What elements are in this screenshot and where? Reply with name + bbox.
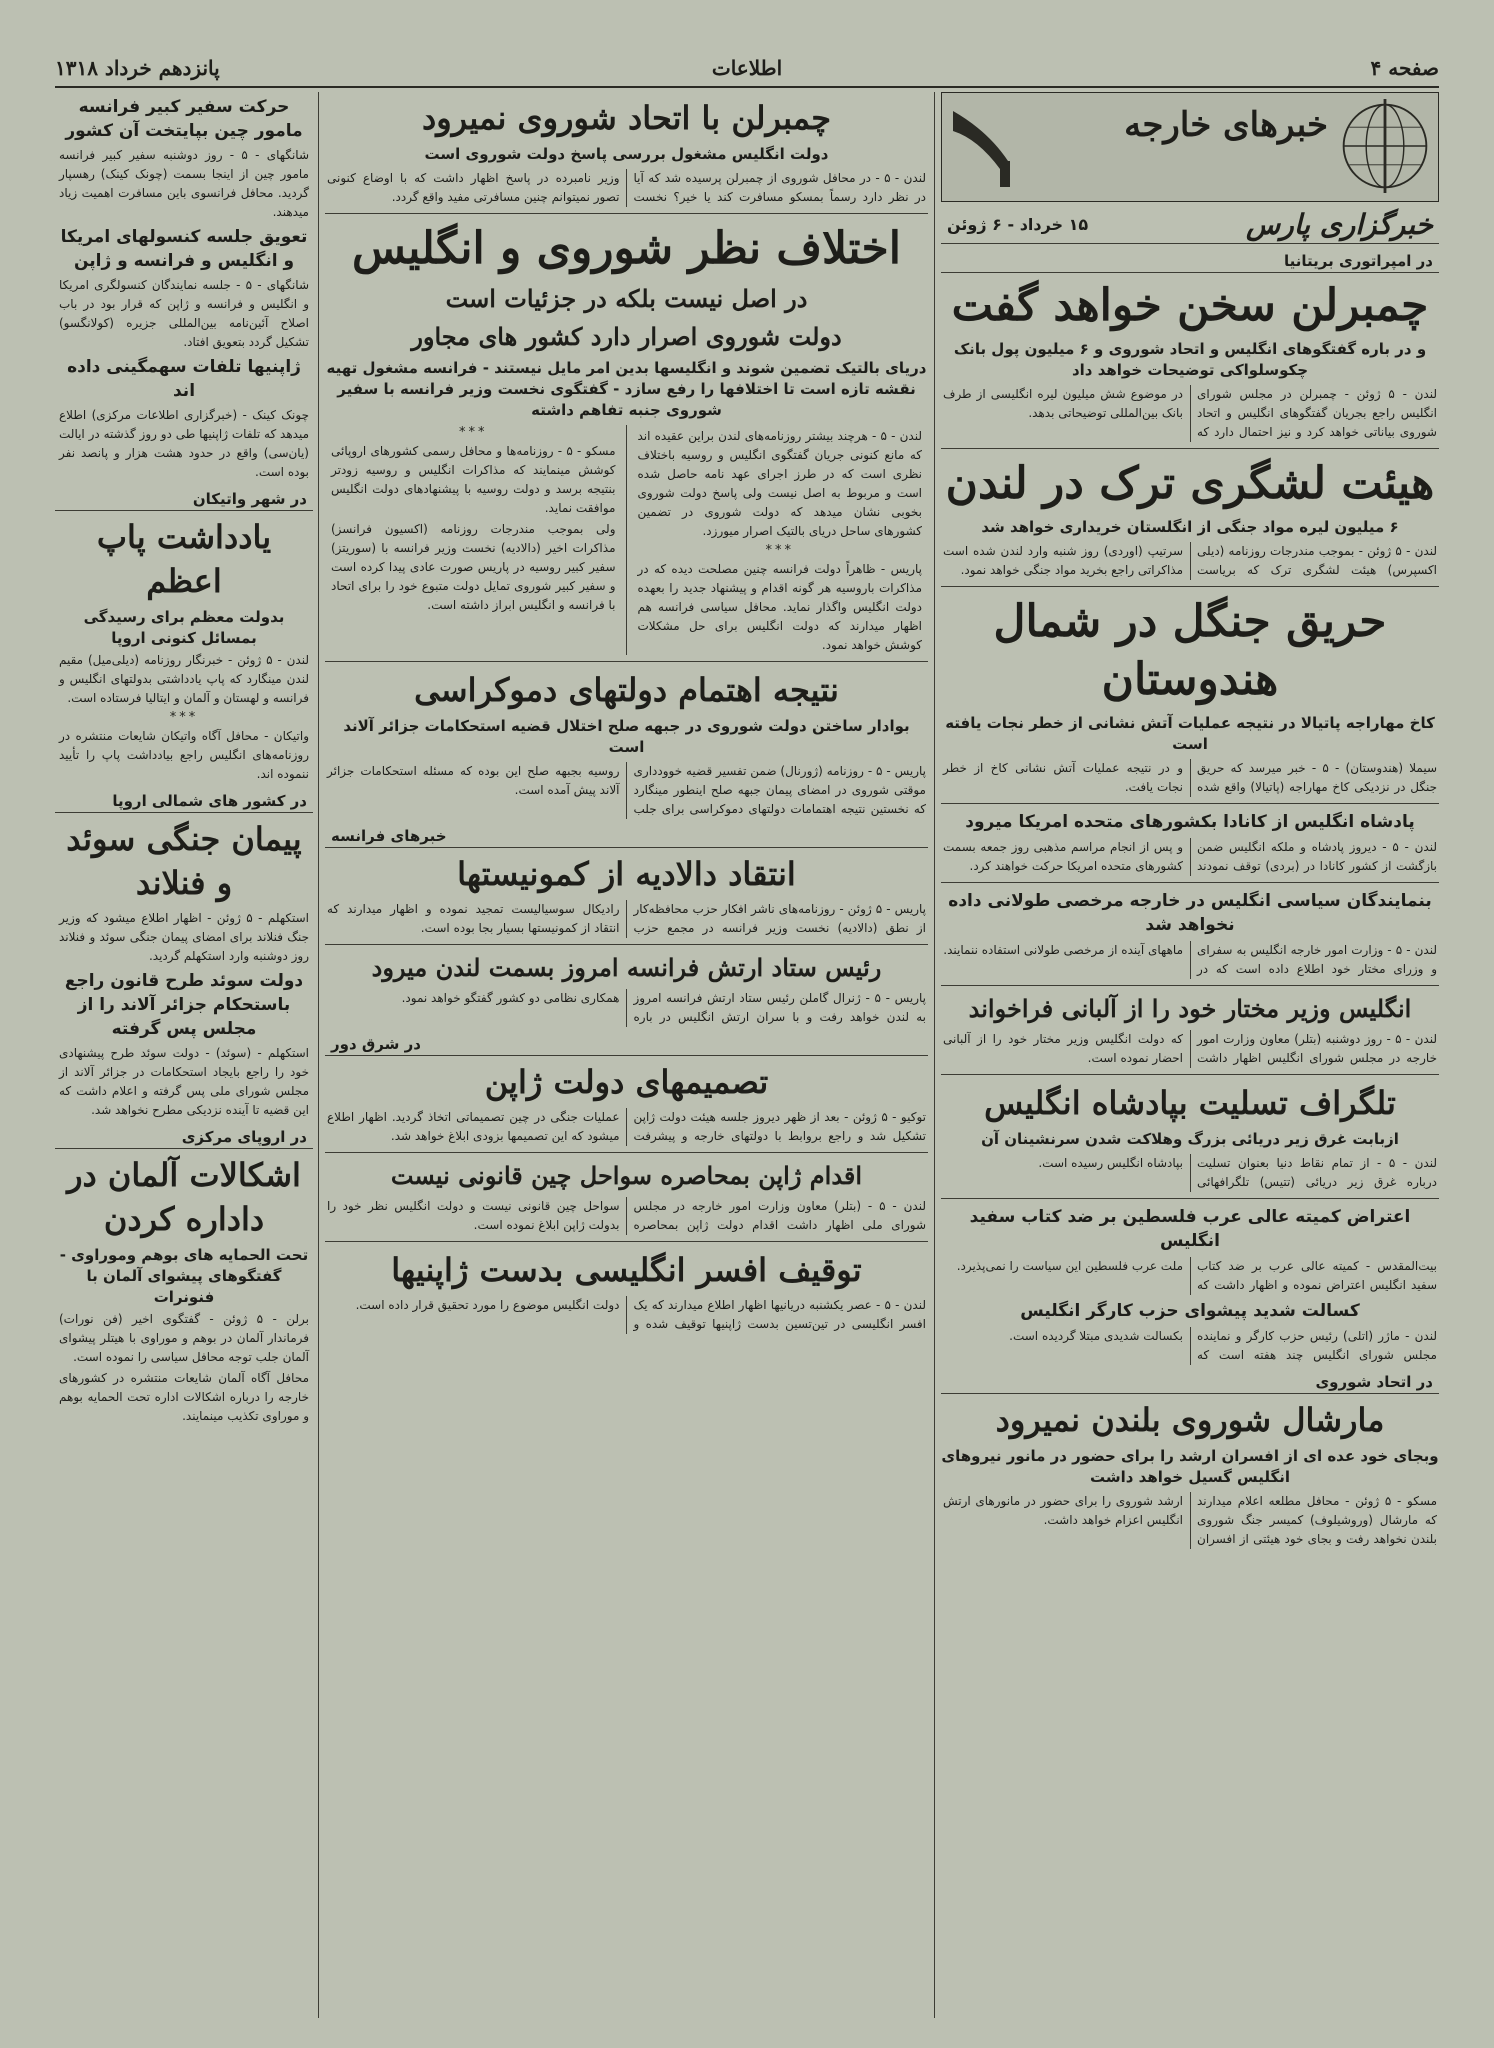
consuls-meeting-headline: تعویق جلسه کنسولهای امریکا و انگلیس و فرانسه و ژاپن xyxy=(60,227,308,271)
india-fire-subheadline: کاخ مهاراجه پاتیالا در نتیجه عملیات آتش نشانی از خطر نجات یافته است xyxy=(945,714,1435,753)
soviet-british-sub3: دریای بالتیک تضمین شوند و انگلیسها بدین امر مایل نیستند - فرانسه مشغول تهیه نقشه تازه است تا اختلافها را رفع سازد - گفتگوی نخست وزیر فرانسه با سفیر شوروی جنبه تفاهم داشته xyxy=(326,359,927,419)
germany-difficulties-body2: محافل آگاه آلمان شایعات منتشره در کشورهای خارجه را درباره اشکالات اداره تحت الحمایه بوهم و موراوی تکذیب مینمایند. xyxy=(59,1371,309,1423)
divider xyxy=(325,213,928,214)
condolence-body: لندن - ۵ - از تمام نقاط دنیا بعنوان تسلیت درباره غرق زیر دریائی (تتیس) تلگرافهائی بپادشاه انگلیس رسیده است. xyxy=(1038,1156,1437,1189)
soviet-british-columns xyxy=(327,425,926,655)
agency-date: ۱۵ خرداد - ۶ ژوئن xyxy=(947,215,1089,234)
marshal-subheadline: وبجای خود عده ای از افسران ارشد را برای حضور در مانور نیروهای انگلیس گسیل خواهد داشت xyxy=(941,1447,1439,1486)
turkish-mission-body: لندن - ۵ ژوئن - بموجب مندرجات روزنامه (دیلی اکسپرس) هیئت لشگری ترک که بریاست سرتیپ (اوردی) روز شنبه وارد لندن شده است مذاکراتی راجع بخرید مواد جنگی خواهد نمود. xyxy=(943,544,1437,577)
consuls-meeting-body: شانگهای - ۵ - جلسه نمایندگان کنسولگری امریکا و انگلیس و فرانسه و ژاپن که قرار بود در باب اصلاح آئین‌نامه بین‌المللی جزیره (کولانگسو) تشکیل گردد بتعویق افتاد. xyxy=(59,278,310,349)
japan-decisions-headline: تصمیمهای دولت ژاپن xyxy=(484,1063,769,1101)
column-rule xyxy=(318,92,319,2018)
issue-date: پانزدهم خرداد ۱۳۱۸ xyxy=(55,56,220,80)
india-fire-headline: حریق جنگل در شمال هندوستان xyxy=(993,596,1387,705)
divider xyxy=(325,944,928,945)
soviet-british-body4: ولی بموجب مندرجات روزنامه (اکسیون فرانسز) مذاکرات اخیر (دالادیه) نخست وزیر فرانسه با (سوریتز) سفیر کبیر روسیه در پاریس صورت عادی پیدا کرده است و سفیر کبیر شوروی تمایل دولت متبوع خود را برای اتحاد با فرانسه و انگلیس ابراز داشته است. xyxy=(331,522,616,612)
divider xyxy=(325,1152,928,1153)
turkish-mission-headline: هیئت لشگری ترک در لندن xyxy=(945,458,1435,509)
daladier-body: پاریس - ۵ ژوئن - روزنامه‌های ناشر افکار حزب محافظه‌کار از نطق (دالادیه) نخست وزیر فرانسه در مجمع حزب رادیکال سوسیالیست تمجید نموده و اظهار میدارند که انتقاد از کمونیستها بسیار بجا بوده است. xyxy=(327,902,926,935)
palestine-protest-headline: اعتراض کمیته عالی عرب فلسطین بر ضد کتاب سفید انگلیس xyxy=(969,1207,1411,1251)
chamberlain-moscow-body: لندن - ۵ - در محافل شوروی از چمبرلن پرسیده شد که آیا در نظر دارد رسماً بمسکو مسافرت کند یا خیر؟ نخست وزیر نامبرده در پاسخ اظهار داشت که با اوضاع کنونی تصور نمیتوانم چنین مسافرتی مفید واقع گردد. xyxy=(327,171,926,204)
right-column xyxy=(941,92,1439,2018)
pope-note-body: لندن - ۵ ژوئن - خبرنگار روزنامه (دیلی‌میل) مقیم لندن مینگارد که پاپ یادداشتی بدولتهای انگلیس و فرانسه و لهستان و آلمان و ایتالیا فرستاده است. xyxy=(59,653,309,705)
left-column xyxy=(55,92,313,2018)
sweden-finland-headline: پیمان جنگی سوئد و فنلاند xyxy=(66,820,302,902)
french-ambassador-headline: حرکت سفیر کبیر فرانسه مامور چین بپایتخت آن کشور xyxy=(65,97,303,141)
french-ambassador-body: شانگهای - ۵ - روز دوشنبه سفیر کبیر فرانسه مامور چین از اینجا بسمت (چونک کینک) رهسپار گردید. محافل فرانسوی باین مسافرت اهمیت زیاد میدهند. xyxy=(59,148,309,219)
category-vatican: در شهر واتیکان xyxy=(55,488,313,511)
category-north-europe: در کشور های شمالی اروپا xyxy=(55,790,313,813)
soviet-british-sub2: دولت شوروی اصرار دارد کشور های مجاور xyxy=(411,322,842,351)
soviet-british-body1: لندن - ۵ - هرچند بیشتر روزنامه‌های لندن براین عقیده اند که مانع کنونی جریان گفتگوی انگلیس و روسیه باختلاف نظری است که در طرز اجرای عهد نامه حاصل شده است و مربوط به اصل نیست ولی پاسخ دولت شوروی بخوبی نشان میدهد که دولت شوروی در تضمین کشورهای ساحل دریای بالتیک اصرار میورزد. xyxy=(637,429,922,538)
divider xyxy=(941,985,1439,986)
globe-icon xyxy=(1338,99,1432,193)
diplomats-leave-body: لندن - ۵ - وزارت امور خارجه انگلیس به سفرای و وزرای مختار خود اطلاع داده است که در ماههای آینده از مرخصی طولانی استفاده ننمایند. xyxy=(943,943,1437,976)
stars-separator: *** xyxy=(765,543,794,558)
pope-note-body2: واتیکان - محافل آگاه واتیکان شایعات منتشره در روزنامه‌های انگلیس راجع بیادداشت پاپ را تأیید ننموده اند. xyxy=(59,729,309,781)
chamberlain-subheadline: و در باره گفتگوهای انگلیس و اتحاد شوروی و ۶ میلیون پول بانک چکوسلواکی توضیحات خواهد داد xyxy=(953,340,1427,379)
chamberlain-body: لندن - ۵ ژوئن - چمبرلن در مجلس شورای انگلیس راجع بجریان گفتگوهای انگلیس و اتحاد شوروی بیاناتی خواهد کرد و نیز احتمال دارد که در موضوع شش میلیون لیره انگلیسی از طرف بانک بین‌المللی توضیحاتی بدهد. xyxy=(943,387,1437,439)
column-rule xyxy=(934,92,935,2018)
soviet-british-body3: مسکو - ۵ - روزنامه‌ها و محافل رسمی کشورهای اروپائی کوشش مینمایند که مذاکرات انگلیس و روسیه زودتر بنتیجه برسد و دولت روسیه با پیشنهادهای دولت انگلیس موافقت نماید. xyxy=(331,444,616,515)
albania-envoy-body: لندن - ۵ - روز دوشنبه (بتلر) معاون وزارت امور خارجه در مجلس شورای انگلیس اظهار داشت که دولت انگلیس وزیر مختار خود را از آلبانی احضار نموده است. xyxy=(943,1032,1437,1065)
diplomats-leave-headline: بنمایندگان سیاسی انگلیس در خارجه مرخصی طولانی داده نخواهد شد xyxy=(948,891,1432,935)
pope-note-headline: یادداشت پاپ اعظم xyxy=(96,518,272,600)
labour-leader-headline: کسالت شدید پیشوای حزب کارگر انگلیس xyxy=(1020,1301,1360,1321)
sweden-finland-body: استکهلم - ۵ ژوئن - اظهار اطلاع میشود که وزیر جنگ فنلاند برای امضای پیمان جنگی سوئد و فنلاند روز دوشنبه وارد استکهلم گردید. xyxy=(59,911,309,963)
japan-decisions-body: توکیو - ۵ ژوئن - بعد از ظهر دیروز جلسه هیئت دولت ژاپن تشکیل شد و راجع بروابط با دولتهای خارجه و پیشرفت عملیات جنگی در چین تصمیماتی اتخاذ گردید. اظهار اطلاع میشود که این تصمیمها بزودی ابلاغ خواهد شد. xyxy=(327,1110,927,1143)
india-fire-body: سیملا (هندوستان) - ۵ - خبر میرسد که حریق جنگل در نزدیکی کاخ مهاراجه (پاتیالا) واقع شده و در نتیجه عملیات آتش نشانی کاخ از خطر نجات یافت. xyxy=(943,761,1437,794)
germany-difficulties-headline: اشکالات آلمان در داداره کردن xyxy=(67,1156,301,1238)
soviet-british-body2: پاریس - ظاهراً دولت فرانسه چنین مصلحت دیده که در مذاکرات باروسیه هر گونه اقدام و پیشنهاد جدید را بعهده دولت انگلیس واگذار نماید. محافل سیاسی فرانسه هم اظهار میدارند که دولت انگلیس برای حل مشکلات کوشش خواهد نمود. xyxy=(637,562,922,652)
chamberlain-moscow-subheadline: دولت انگلیس مشغول بررسی پاسخ دولت شوروی است xyxy=(424,145,829,163)
aland-bill-headline: دولت سوئد طرح قانون راجع باستحکام جزائر آلاند را از مجلس پس گرفته xyxy=(64,971,304,1039)
blockade-headline: اقدام ژاپن بمحاصره سواحل چین قانونی نیست xyxy=(390,1161,863,1190)
pope-note-subheadline: بدولت معظم برای رسیدگی بمسائل کنونی اروپا xyxy=(83,608,285,647)
stars-separator: *** xyxy=(459,425,488,440)
japanese-losses-body: چونک کینک - (خبرگزاری اطلاعات مرکزی) اطلاع میدهد که تلفات ژاپنیها طی دو روز گذشته در ایالت (یان‌سی) واقع در حدود هشت هزار و پانصد نفر بوده است. xyxy=(59,408,309,479)
democracies-subheadline: بوادار ساختن دولت شوروی در جبهه صلح اختلال قضیه استحکامات جزائر آلاند است xyxy=(343,717,910,756)
condolence-subheadline: ازبابت غرق زیر دریائی بزرگ وهلاکت شدن سرنشینان آن xyxy=(981,1130,1399,1148)
chamberlain-headline: چمبرلن سخن خواهد گفت xyxy=(951,280,1429,331)
category-britain: در امپراتوری بریتانیا xyxy=(941,250,1439,273)
aland-bill-body: استکهلم - (سوئد) - دولت سوئد طرح پیشنهادی خود را راجع بایجاد استحکامات در جزائر آلاند از مجلس شورای ملی پس گرفته و اعلام داشت که این قضیه تا آینده نزدیکی مطرح نخواهد شد. xyxy=(59,1046,309,1117)
divider xyxy=(941,803,1439,804)
germany-difficulties-body: برلن - ۵ ژوئن - گفتگوی اخیر (فن نورات) فرماندار آلمان در بوهم و موراوی با هیتلر پیشوای آلمان جلب توجه محافل سیاسی را نموده است. xyxy=(59,1312,309,1364)
condolence-headline: تلگراف تسلیت بپادشاه انگلیس xyxy=(984,1084,1396,1122)
germany-difficulties-subheadline: تحت الحمایه های بوهم وموراوی - گفتگوهای پیشوای آلمان با فنونرات xyxy=(59,1246,309,1306)
category-france: خبرهای فرانسه xyxy=(325,825,928,848)
daladier-headline: انتقاد دالادیه از کمونیستها xyxy=(457,855,796,893)
banner-title: خبرهای خارجه xyxy=(1124,105,1328,145)
chamberlain-moscow-headline: چمبرلن با اتحاد شوروی نمیرود xyxy=(421,99,832,137)
turkish-mission-subheadline: ۶ میلیون لیره مواد جنگی از انگلستان خریداری خواهد شد xyxy=(981,518,1399,536)
blockade-body: لندن - ۵ - (بتلر) معاون وزارت امور خارجه در مجلس شورای ملی اظهار داشت اقدام دولت ژاپن بمحاصره سواحل چین قانونی نیست و دولت انگلیس نظر خود را بدولت ژاپن ابلاغ نموده است. xyxy=(327,1199,926,1232)
middle-column xyxy=(325,92,928,2018)
divider xyxy=(941,882,1439,883)
gamelin-headline: رئیس ستاد ارتش فرانسه امروز بسمت لندن میرود xyxy=(371,953,882,982)
albania-envoy-headline: انگلیس وزیر مختار خود را از آلبانی فراخواند xyxy=(968,994,1412,1023)
marshal-body: مسکو - ۵ ژوئن - محافل مطلعه اعلام میدارند که مارشال (وروشیلوف) کمیسر جنگ شوروی بلندن نخواهد رفت و بجای خود هیئتی از افسران ارشد شوروی را برای حضور در مانورهای ارتش انگلیس اعزام خواهد داشت. xyxy=(943,1494,1437,1546)
divider xyxy=(941,586,1439,587)
king-travel-body: لندن - ۵ - دیروز پادشاه و ملکه انگلیس ضمن بازگشت از کشور کانادا در (بردی) توقف نمودند و پس از انجام مراسم مذهبی روز جمعه بسمت کشورهای متحده امریکا حرکت خواهند کرد. xyxy=(943,840,1437,873)
officer-arrest-headline: توقیف افسر انگلیسی بدست ژاپنیها xyxy=(391,1251,862,1289)
agency-line xyxy=(941,206,1439,244)
soviet-british-headline: اختلاف نظر شوروی و انگلیس xyxy=(352,223,901,274)
divider xyxy=(325,1241,928,1242)
democracies-body: پاریس - ۵ - روزنامه (ژورنال) ضمن تفسیر قضیه خوودداری موقتی شوروی در امضای پیمان جبهه صلح اینطور مینگارد که نخستین نتیجه اهتمامات دولتهای دموکراسی برای جلب روسیه بجبهه صلح این بوده که مسئله استحکامات جزائر آلاند پیش آمده است. xyxy=(327,764,926,816)
gramophone-icon xyxy=(948,101,1018,191)
divider xyxy=(941,1198,1439,1199)
category-far-east: در شرق دور xyxy=(325,1033,928,1056)
divider xyxy=(941,448,1439,449)
marshal-headline: مارشال شوروی بلندن نمیرود xyxy=(995,1401,1385,1439)
king-travel-headline: پادشاه انگلیس از کانادا بکشورهای متحده امریکا میرود xyxy=(965,812,1415,832)
category-central-europe: در اروپای مرکزی xyxy=(55,1126,313,1149)
labour-leader-body: لندن - ماژر (اتلی) رئیس حزب کارگر و نماینده مجلس شورای انگلیس چند هفته است که بکسالت شدیدی مبتلا گردیده است. xyxy=(1009,1329,1437,1362)
japanese-losses-headline: ژاپنیها تلفات سهمگینی داده اند xyxy=(67,357,301,401)
foreign-news-banner xyxy=(941,92,1439,202)
page-number: صفحه ۴ xyxy=(1370,56,1439,80)
soviet-british-sub1: در اصل نیست بلکه در جزئیات است xyxy=(445,284,808,313)
divider xyxy=(941,1074,1439,1075)
masthead xyxy=(55,52,1439,88)
gamelin-body: پاریس - ۵ - ژنرال گاملن رئیس ستاد ارتش فرانسه امروز به لندن خواهد رفت و با سران ارتش انگلیس در باره همکاری نظامی دو کشور گفتگو خواهد نمود. xyxy=(401,991,927,1024)
agency-name: خبرگزاری پارس xyxy=(1246,208,1433,241)
category-soviet: در اتحاد شوروی xyxy=(941,1371,1439,1394)
palestine-protest-body: بیت‌المقدس - کمیته عالی عرب بر ضد کتاب سفید انگلیس اعتراض نموده و اظهار داشت که ملت عرب فلسطین این سیاست را نمی‌پذیرد. xyxy=(956,1259,1437,1292)
stars-separator: *** xyxy=(169,710,199,725)
paper-name: اطلاعات xyxy=(711,56,783,80)
divider xyxy=(325,661,928,662)
officer-arrest-body: لندن - ۵ - عصر یکشنبه دریانیها اظهار اطلاع میدارند که یک افسر انگلیسی در تین‌تسین بدست ژاپنیها توقیف شده و دولت انگلیس موضوع را مورد تحقیق قرار داده است. xyxy=(355,1298,926,1331)
democracies-headline: نتیجه اهتمام دولتهای دموکراسی xyxy=(414,671,839,709)
